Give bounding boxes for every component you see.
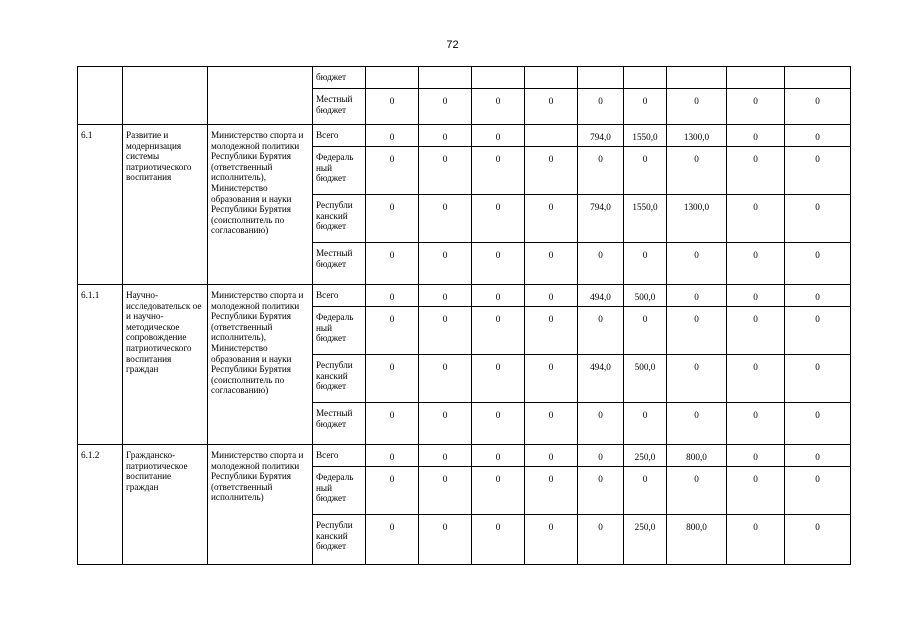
funding-source-cell: бюджет: [313, 67, 366, 89]
value-cell: 0: [727, 147, 785, 195]
value-cell: 0: [785, 125, 851, 147]
value-cell: [472, 67, 525, 89]
value-cell: 0: [727, 307, 785, 355]
value-cell: 250,0: [624, 515, 667, 565]
value-cell: 250,0: [624, 445, 667, 467]
value-cell: 0: [727, 355, 785, 403]
value-cell: 0: [785, 307, 851, 355]
value-cell: 0: [419, 445, 472, 467]
value-cell: 800,0: [667, 515, 727, 565]
value-cell: 0: [525, 89, 578, 125]
value-cell: 0: [727, 515, 785, 565]
funding-source-cell: Федераль ный бюджет: [313, 307, 366, 355]
code-cell: 6.1.1: [78, 285, 123, 445]
value-cell: 0: [727, 467, 785, 515]
funding-source-cell: Местный бюджет: [313, 243, 366, 285]
name-cell: Гражданско-патриотическое воспитание граждан: [123, 445, 208, 565]
value-cell: 0: [667, 403, 727, 445]
value-cell: 0: [785, 89, 851, 125]
value-cell: 0: [525, 467, 578, 515]
value-cell: 0: [667, 89, 727, 125]
value-cell: 0: [624, 467, 667, 515]
value-cell: 0: [667, 355, 727, 403]
code-cell: [78, 67, 123, 125]
table-row: [78, 125, 851, 147]
value-cell: 0: [727, 445, 785, 467]
value-cell: 0: [624, 243, 667, 285]
value-cell: 0: [419, 147, 472, 195]
value-cell: 0: [727, 285, 785, 307]
value-cell: 0: [472, 125, 525, 147]
value-cell: 0: [472, 445, 525, 467]
table-row: [78, 67, 851, 89]
value-cell: 0: [578, 89, 624, 125]
value-cell: 0: [578, 307, 624, 355]
executor-cell: Министерство спорта и молодежной политики Республики Бурятия (ответственный исполнитель), Министерство образования и науки Республики Бурятия (соисполнитель по согласованию): [208, 125, 313, 285]
value-cell: 0: [785, 195, 851, 243]
value-cell: 1550,0: [624, 125, 667, 147]
value-cell: 0: [624, 89, 667, 125]
funding-source-cell: Республи канский бюджет: [313, 195, 366, 243]
executor-cell: [208, 67, 313, 125]
value-cell: 0: [525, 403, 578, 445]
value-cell: 500,0: [624, 285, 667, 307]
value-cell: 0: [419, 125, 472, 147]
table-body: [78, 67, 851, 565]
value-cell: 0: [366, 445, 419, 467]
value-cell: 0: [727, 89, 785, 125]
value-cell: 494,0: [578, 285, 624, 307]
value-cell: 0: [366, 515, 419, 565]
value-cell: [419, 67, 472, 89]
value-cell: 0: [472, 307, 525, 355]
value-cell: 0: [727, 243, 785, 285]
value-cell: 0: [366, 147, 419, 195]
value-cell: 0: [785, 403, 851, 445]
value-cell: 0: [667, 243, 727, 285]
value-cell: 1300,0: [667, 195, 727, 243]
value-cell: 0: [419, 285, 472, 307]
name-cell: Научно-исследовательск ое и научно-методическое сопровождение патриотического воспитания граждан: [123, 285, 208, 445]
value-cell: 0: [419, 515, 472, 565]
value-cell: 1300,0: [667, 125, 727, 147]
value-cell: 0: [727, 195, 785, 243]
value-cell: 0: [578, 445, 624, 467]
value-cell: 0: [366, 355, 419, 403]
funding-source-cell: Всего: [313, 445, 366, 467]
value-cell: 0: [667, 147, 727, 195]
value-cell: 0: [578, 403, 624, 445]
value-cell: 494,0: [578, 355, 624, 403]
value-cell: 0: [419, 195, 472, 243]
value-cell: 0: [525, 515, 578, 565]
value-cell: 0: [578, 147, 624, 195]
funding-source-cell: Республи канский бюджет: [313, 355, 366, 403]
funding-source-cell: Федераль ный бюджет: [313, 467, 366, 515]
executor-cell: Министерство спорта и молодежной политики Республики Бурятия (ответственный исполнитель): [208, 445, 313, 565]
value-cell: 0: [472, 243, 525, 285]
page-number: 72: [446, 39, 459, 51]
funding-source-cell: Местный бюджет: [313, 89, 366, 125]
value-cell: 0: [578, 515, 624, 565]
value-cell: 0: [727, 403, 785, 445]
value-cell: 0: [472, 285, 525, 307]
value-cell: 0: [624, 307, 667, 355]
value-cell: 0: [525, 147, 578, 195]
value-cell: [727, 67, 785, 89]
name-cell: Развитие и модернизация системы патриотического воспитания: [123, 125, 208, 285]
value-cell: 0: [785, 467, 851, 515]
value-cell: 0: [366, 285, 419, 307]
value-cell: 0: [419, 307, 472, 355]
value-cell: 0: [366, 125, 419, 147]
funding-source-cell: Всего: [313, 125, 366, 147]
value-cell: 0: [667, 467, 727, 515]
value-cell: [578, 67, 624, 89]
value-cell: 794,0: [578, 125, 624, 147]
value-cell: 0: [525, 445, 578, 467]
value-cell: 0: [785, 355, 851, 403]
value-cell: 0: [419, 243, 472, 285]
value-cell: 800,0: [667, 445, 727, 467]
value-cell: 0: [366, 403, 419, 445]
value-cell: 0: [624, 403, 667, 445]
value-cell: 0: [525, 355, 578, 403]
value-cell: 0: [419, 355, 472, 403]
value-cell: 0: [525, 285, 578, 307]
value-cell: [667, 67, 727, 89]
value-cell: 0: [472, 147, 525, 195]
value-cell: 0: [366, 89, 419, 125]
value-cell: 0: [667, 285, 727, 307]
value-cell: 0: [419, 467, 472, 515]
value-cell: 0: [578, 243, 624, 285]
funding-source-cell: Республи канский бюджет: [313, 515, 366, 565]
value-cell: 0: [785, 285, 851, 307]
funding-source-cell: Федераль ный бюджет: [313, 147, 366, 195]
value-cell: 0: [785, 445, 851, 467]
value-cell: 0: [727, 125, 785, 147]
name-cell: [123, 67, 208, 125]
value-cell: 0: [785, 243, 851, 285]
value-cell: 1550,0: [624, 195, 667, 243]
value-cell: [366, 67, 419, 89]
value-cell: 0: [419, 403, 472, 445]
value-cell: 0: [785, 147, 851, 195]
budget-table: [77, 66, 851, 565]
table-row: [78, 445, 851, 467]
value-cell: 0: [366, 243, 419, 285]
value-cell: 0: [525, 195, 578, 243]
executor-cell: Министерство спорта и молодежной политики Республики Бурятия (ответственный исполнитель), Министерство образования и науки Республики Бурятия (соисполнитель по согласованию): [208, 285, 313, 445]
value-cell: 0: [472, 195, 525, 243]
value-cell: [624, 67, 667, 89]
value-cell: 0: [472, 403, 525, 445]
value-cell: 0: [667, 307, 727, 355]
code-cell: 6.1: [78, 125, 123, 285]
value-cell: 0: [472, 89, 525, 125]
value-cell: [785, 67, 851, 89]
code-cell: 6.1.2: [78, 445, 123, 565]
value-cell: 0: [366, 195, 419, 243]
value-cell: 794,0: [578, 195, 624, 243]
value-cell: 0: [624, 147, 667, 195]
value-cell: 500,0: [624, 355, 667, 403]
value-cell: 0: [578, 467, 624, 515]
value-cell: 0: [366, 467, 419, 515]
value-cell: 0: [419, 89, 472, 125]
value-cell: 0: [525, 243, 578, 285]
value-cell: 0: [472, 515, 525, 565]
value-cell: 0: [785, 515, 851, 565]
value-cell: 0: [472, 467, 525, 515]
value-cell: 0: [472, 355, 525, 403]
value-cell: 0: [525, 307, 578, 355]
value-cell: 0: [366, 307, 419, 355]
value-cell: [525, 125, 578, 147]
funding-source-cell: Местный бюджет: [313, 403, 366, 445]
funding-source-cell: Всего: [313, 285, 366, 307]
value-cell: [525, 67, 578, 89]
table-row: [78, 285, 851, 307]
